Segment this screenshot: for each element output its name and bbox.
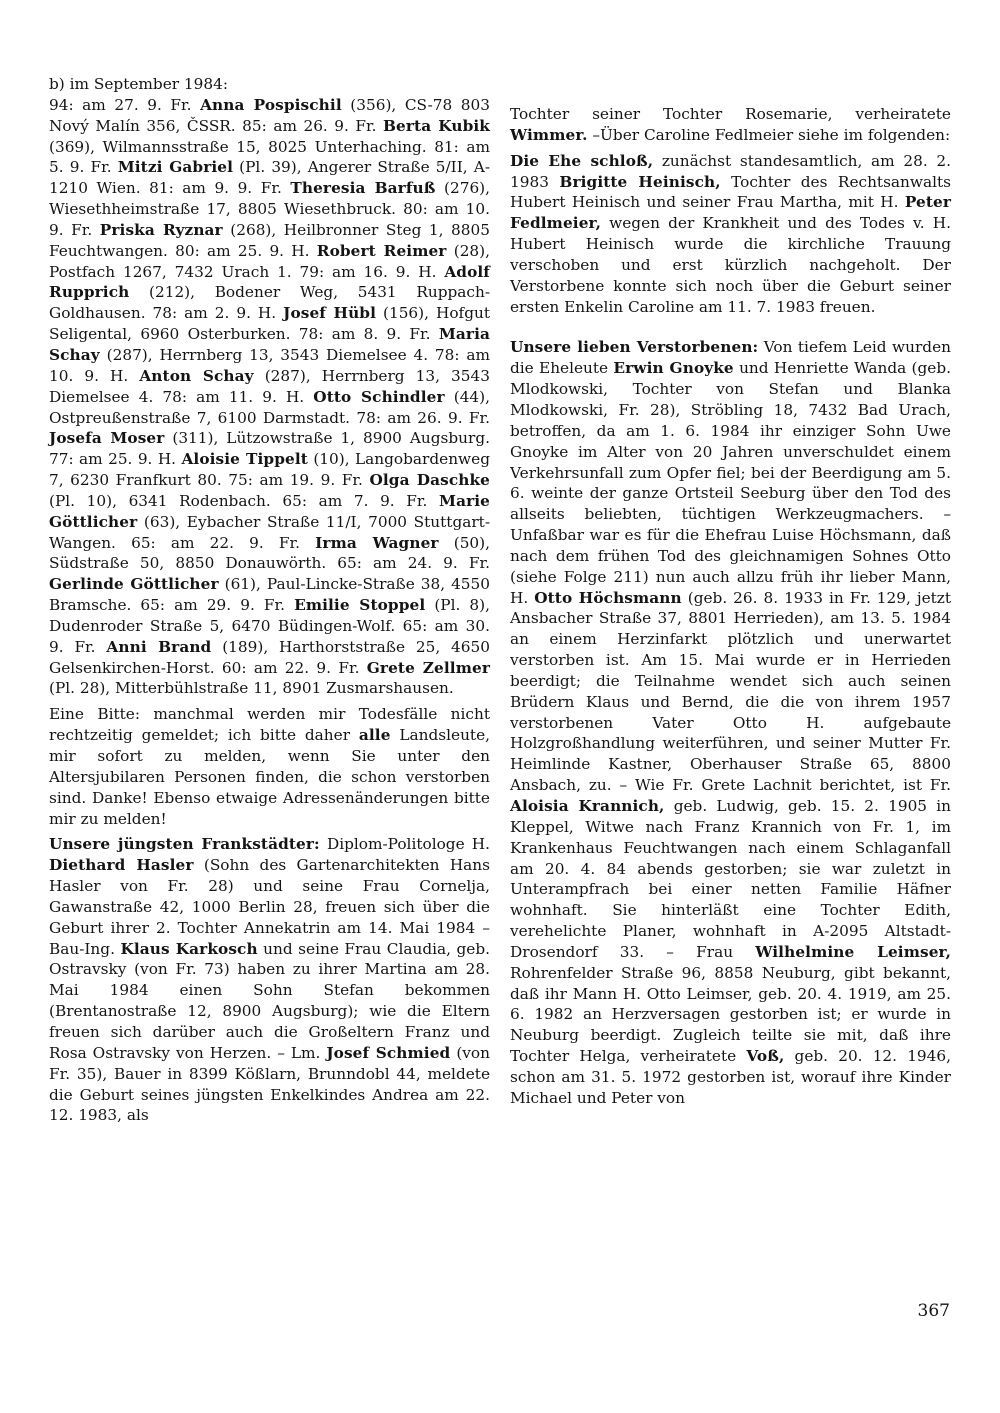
bold-name: Berta Kubik	[383, 116, 490, 135]
request-paragraph: Eine Bitte: manchmal werden mir Todesfälle nicht rechtzeitig gemeldet; ich bitte daher alle Landsleute, mir sofort zu melden, wenn Sie unter den Altersjubilaren Personen finden, die schon verstorben sind. Danke! Ebenso etwaige Adressenänderungen bitte mir zu melden!	[49, 705, 490, 828]
bold-name: Anton Schay	[139, 366, 254, 385]
bold-name: Aloisie Tippelt	[181, 450, 308, 469]
section-heading: b) im September 1984:	[49, 75, 229, 93]
bold-name: Gerlinde Göttlicher	[49, 575, 219, 594]
bold-name: Mitzi Gabriel	[117, 158, 234, 177]
obituaries-paragraph: Unsere lieben Verstorbenen: Von tiefem Leid wurden die Eheleute Erwin Gnoyke und Henriette Wanda (geb. Mlodkowski, Tochter von Stefan und Blanka Mlodkowski, Fr. 28), Ströbling 18, 7432 Bad Urach, betroffen, da am 1. 6. 1984 ihr einziger Sohn Uwe Gnoyke im Alter von 20 Jahren unverschuldet einem Verkehrsunfall zum Opfer fiel; bei der Beerdigung am 5. 6. weinte der ganze Ortsteil Seeburg über den Tod des allseits beliebten, tüchtigen Werkzeugmachers. – Unfaßbar war es für die Ehefrau Luise Höchsmann, daß nach dem frühen Tod des gleichnamigen Sohnes Otto (siehe Folge 211) nun auch allzu früh ihr lieber Mann, H. Otto Höchsmann (geb. 26. 8. 1933 in Fr. 129, jetzt Ansbacher Straße 37, 8801 Herrieden), am 13. 5. 1984 an einem Herzinfarkt plötzlich und unerwartet verstorben ist. Am 15. Mai wurde er in Herrieden beerdigt; die Teilnahme wendet sich auch seinen Brüdern Klaus und Bernd, die die von ihrem 1957 verstorbenen Vater Otto H. aufgebaute Holzgroßhandlung weiterführen, und seiner Mutter Fr. Heimlinde Kastner, Oberhauser Straße 65, 8800 Ansbach, zu. – Wie Fr. Grete Lachnit berichtet, ist Fr. Aloisia Krannich, geb. Ludwig, geb. 15. 2. 1905 in Kleppel, Witwe nach Franz Krannich von Fr. 1, im Krankenhaus Feuchtwangen nach einem Schlaganfall am 20. 4. 84 abends gestorben; sie war zuletzt in Unterampfrach bei einer netten Familie Häfner wohnhaft. Sie hinterläßt eine Tochter Edith, verehelichte Planer, wohnhaft in A-2095 Altstadt-Drosendorf 33. – Frau Wilhelmine Leimser, Rohrenfelder Straße 96, 8858 Neuburg, gibt bekannt, daß ihr Mann H. Otto Leimser, geb. 20. 4. 1919, am 25. 6. 1982 an Herzversagen gestorben ist; er wurde in Neuburg beerdigt. Zugleich teilte sie mit, daß ihre Tochter Helga, verheiratete Voß, geb. 20. 12. 1946, schon am 31. 5. 1972 gestorben ist, worauf ihre Kinder Michael und Peter von	[510, 338, 952, 1107]
bold-name: Brigitte Heinisch,	[559, 172, 721, 191]
bold-name: Emilie Stoppel	[294, 596, 426, 615]
page-number: 367	[917, 1301, 950, 1321]
continuation-paragraph: Tochter seiner Tochter Rosemarie, verheiratete Wimmer. –Über Caroline Fedlmeier siehe im folgenden:	[510, 105, 951, 144]
births-paragraph: Unsere jüngsten Frankstädter: Diplom-Politologe H. Diethard Hasler (Sohn des Gartenarchitekten Hans Hasler von Fr. 28) und seine Frau Cornelja, Gawanstraße 42, 1000 Berlin 28, freuen sich über die Geburt ihrer 2. Tochter Annekatrin am 14. Mai 1984 – Bau-Ing. Klaus Karkosch und seine Frau Claudia, geb. Ostravsky (von Fr. 73) haben zu ihrer Martina am 28. Mai 1984 einen Sohn Stefan bekommen (Brentanostraße 12, 8900 Augsburg); wie die Eltern freuen sich darüber auch die Großeltern Franz und Rosa Ostravsky von Herzen. – Lm. Josef Schmied (von Fr. 35), Bauer in 8399 Kößlarn, Brunndobl 44, meldete die Geburt seines jüngsten Enkelkindes Andrea am 22. 12. 1983, als	[49, 835, 491, 1125]
bold-name: Marie Göttlicher	[49, 491, 490, 531]
bold-name: Olga Daschke	[369, 471, 490, 490]
bold-name: Priska Ryznar	[99, 220, 223, 239]
bold-name: Aloisia Krannich,	[510, 797, 665, 815]
bold-name: Anni Brand	[106, 637, 212, 656]
bold-name: Irma Wagner	[315, 533, 439, 552]
right-column	[510, 104, 951, 1109]
left-column	[49, 74, 490, 1126]
bold-name: Josef Hübl	[283, 304, 377, 323]
bold-name: Erwin Gnoyke	[613, 359, 734, 378]
bold-name: Unsere jüngsten Frankstädter:	[49, 835, 320, 854]
bold-name: Josef Schmied	[326, 1043, 451, 1062]
bold-name: Die Ehe schloß,	[510, 151, 654, 170]
bold-name: Klaus Karkosch	[120, 939, 258, 958]
bold-name: Peter Fedlmeier,	[510, 193, 951, 233]
bold-name: Anna Pospischil	[200, 95, 342, 114]
bold-name: Adolf Rupprich	[49, 262, 490, 302]
bold-name: Grete Zellmer	[366, 658, 490, 677]
bold-name: Josefa Moser	[49, 429, 165, 448]
bold-name: Unsere lieben Verstorbenen:	[510, 338, 759, 357]
bold-name: Wilhelmine Leimser,	[755, 942, 951, 961]
bold-name: Diethard Hasler	[49, 856, 194, 875]
bold-name: Wimmer.	[510, 125, 588, 144]
bold-name: Voß,	[746, 1047, 785, 1066]
bold-name: Maria Schay	[49, 325, 490, 364]
bold-name: Otto Schindler	[313, 387, 445, 406]
birthday-list-paragraph: 94: am 27. 9. Fr. Anna Pospischil (356), CS-78 803 Nový Malín 356, ČSSR. 85: am 26. 9. Fr. Berta Kubik (369), Wilmannsstraße 15, 8025 Unterhaching. 81: am 5. 9. Fr. Mitzi Gabriel (Pl. 39), Angerer Straße 5/II, A-1210 Wien. 81: am 9. 9. Fr. Theresia Barfuß (276), Wiesethheimstraße 17, 8805 Wiesethbruck. 80: am 10. 9. Fr. Priska Ryznar (268), Heilbronner Steg 1, 8805 Feuchtwangen. 80: am 25. 9. H. Robert Reimer (28), Postfach 1267, 7432 Urach 1. 79: am 16. 9. H. Adolf Rupprich (212), Bodener Weg, 5431 Ruppach-Goldhausen. 78: am 2. 9. H. Josef Hübl (156), Hofgut Seligental, 6960 Osterburken. 78: am 8. 9. Fr. Maria Schay (287), Herrnberg 13, 3543 Diemelsee 4. 78: am 10. 9. H. Anton Schay (287), Herrnberg 13, 3543 Diemelsee 4. 78: am 11. 9. H. Otto Schindler (44), Ostpreußenstraße 7, 6100 Darmstadt. 78: am 26. 9. Fr. Josefa Moser (311), Lützowstraße 1, 8900 Augsburg. 77: am 25. 9. H. Aloisie Tippelt (10), Langobardenweg 7, 6230 Franfkurt 80. 75: am 19. 9. Fr. Olga Daschke (Pl. 10), 6341 Rodenbach. 65: am 7. 9. Fr. Marie Göttlicher (63), Eybacher Straße 11/I, 7000 Stuttgart-Wangen. 65: am 22. 9. Fr. Irma Wagner (50), Südstraße 50, 8850 Donauwörth. 65: am 24. 9. Fr. Gerlinde Göttlicher (61), Paul-Lincke-Straße 38, 4550 Bramsche. 65: am 29. 9. Fr. Emilie Stoppel (Pl. 8), Dudenroder Straße 5, 6470 Büdingen-Wolf. 65: am 30. 9. Fr. Anni Brand (189), Harthorststraße 25, 4650 Gelsenkirchen-Horst. 60: am 22. 9. Fr. Grete Zellmer (Pl. 28), Mitterbühlstraße 11, 8901 Zusmarshausen.	[49, 95, 491, 698]
bold-name: Robert Reimer	[316, 241, 447, 260]
bold-name: Theresia Barfuß	[290, 179, 436, 198]
marriage-paragraph: Die Ehe schloß, zunächst standesamtlich, am 28. 2. 1983 Brigitte Heinisch, Tochter des Rechtsanwalts Hubert Heinisch und seiner Frau Martha, mit H. Peter Fedlmeier, wegen der Krankheit und des Todes v. H. Hubert Heinisch wurde die kirchliche Trauung verschoben und erst kürzlich nachgeholt. Der Verstorbene konnte sich noch über die Geburt seiner ersten Enkelin Caroline am 11. 7. 1983 freuen.	[510, 151, 951, 316]
bold-name: Otto Höchsmann	[534, 588, 682, 607]
bold-name: alle	[358, 726, 391, 745]
